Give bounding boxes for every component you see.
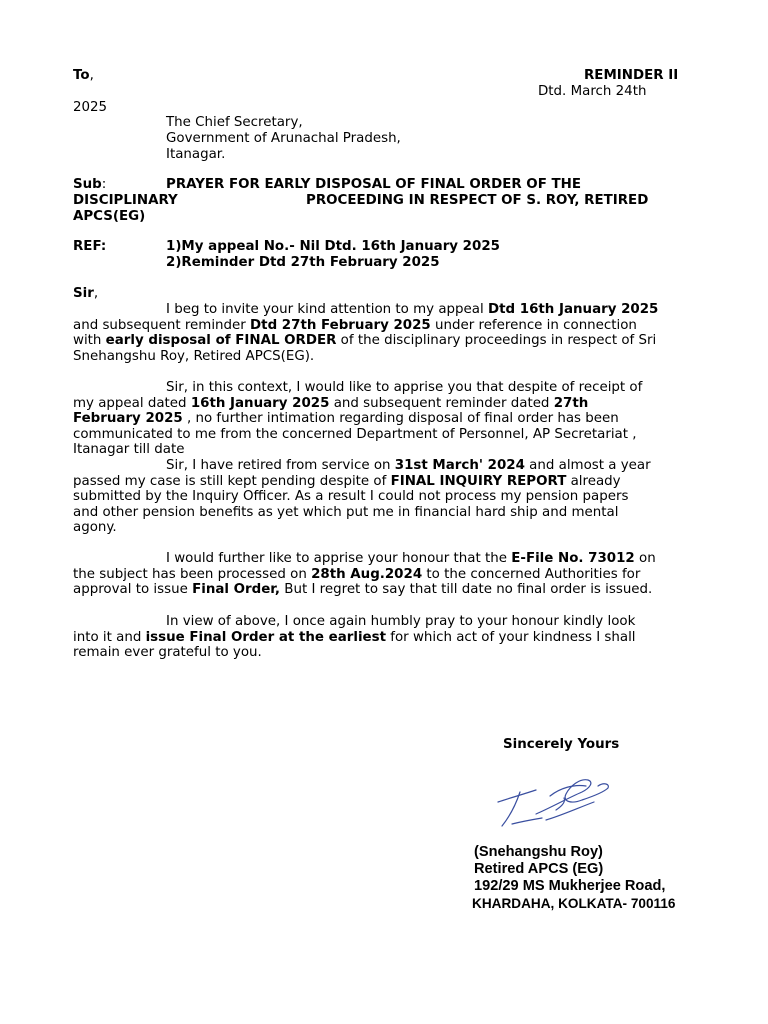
sender-address-1: 192/29 MS Mukherjee Road, <box>474 878 666 894</box>
paragraph-3: Sir, I have retired from service on 31st March' 2024 and almost a year passed my case is still kept pending despite of FINAL INQUIRY REPORT already submitted by the Inquiry Officer. As a result I could not process my pension papers and other pension benefits as yet which put me in financial hard ship and mental agony. <box>73 458 651 536</box>
ref-item-1: 1)My appeal No.- Nil Dtd. 16th January 2025 <box>166 239 500 254</box>
salutation: Sir, <box>73 286 99 301</box>
paragraph-1: I beg to invite your kind attention to my appeal Dtd 16th January 2025 and subsequent reminder Dtd 27th February 2025 under reference in connection with early disposal of FINAL ORDER of the disciplinary proceedings in respect of Sri Snehangshu Roy, Retired APCS(EG). <box>73 302 659 364</box>
sender-title: Retired APCS (EG) <box>474 861 604 877</box>
closing-sincerely: Sincerely Yours <box>503 737 620 752</box>
sender-name: (Snehangshu Roy) <box>474 844 603 860</box>
ref-label: REF: <box>73 239 107 254</box>
date-line: Dtd. March 24th <box>538 84 647 99</box>
to-label: To, <box>73 68 94 83</box>
subject-line-1: PRAYER FOR EARLY DISPOSAL OF FINAL ORDER OF THE <box>166 177 581 192</box>
paragraph-2: Sir, in this context, I would like to apprise you that despite of receipt of my appeal dated 16th January 2025 and subsequent reminder dated 27th February 2025 , no further intimation regarding disposal of final order has been communicated to me from the concerned Department of Personnel, AP Secretariat , Itanagar till date <box>73 380 643 458</box>
subject-line-2a: DISCIPLINARY <box>73 193 178 208</box>
reminder-label: REMINDER II <box>584 68 679 83</box>
subject-label: Sub: <box>73 177 107 192</box>
date-year: 2025 <box>73 100 108 115</box>
addressee-line-3: Itanagar. <box>166 147 226 162</box>
paragraph-4: I would further like to apprise your honour that the E-File No. 73012 on the subject has been processed on 28th Aug.2024 to the concerned Authorities for approval to issue Final Order, But I regret to say that till date no final order is issued. <box>73 551 656 598</box>
handwritten-signature <box>490 768 620 838</box>
subject-line-3: APCS(EG) <box>73 209 146 224</box>
addressee-line-2: Government of Arunachal Pradesh, <box>166 131 401 146</box>
ref-item-2: 2)Reminder Dtd 27th February 2025 <box>166 255 440 270</box>
addressee-line-1: The Chief Secretary, <box>166 115 303 130</box>
sender-address-2: KHARDAHA, KOLKATA- 700116 <box>472 896 676 911</box>
paragraph-5: In view of above, I once again humbly pray to your honour kindly look into it and issue Final Order at the earliest for which act of your kindness I shall remain ever grateful to you. <box>73 614 636 661</box>
subject-line-2b: PROCEEDING IN RESPECT OF S. ROY, RETIRED <box>306 193 649 208</box>
